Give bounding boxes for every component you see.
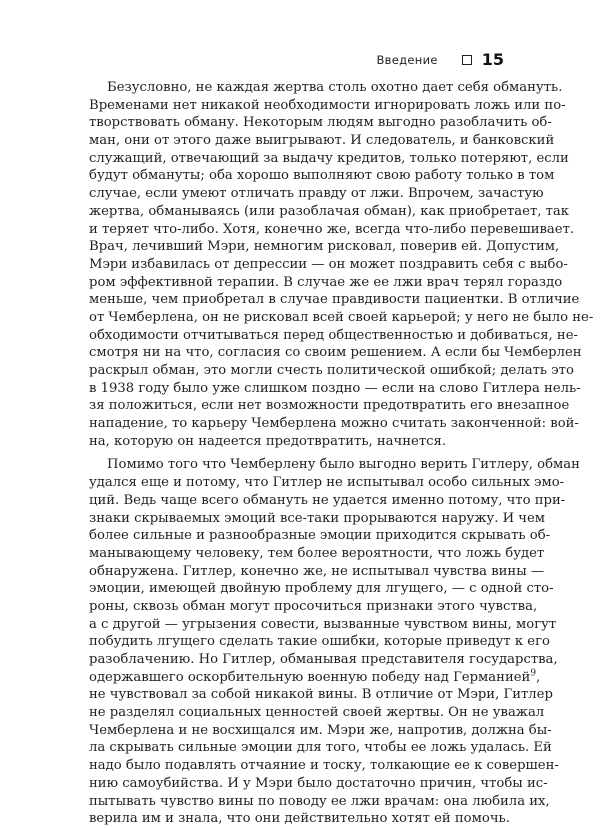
text-line: пытывать чувство вины по поводу ее лжи врачам: она любила их, bbox=[89, 793, 550, 809]
text-line: ман, они от этого даже выигрывают. И следователь, и банковский bbox=[89, 133, 555, 149]
text-line: от Чемберлена, он не рисковал всей своей карьерой; у него не было не- bbox=[89, 309, 594, 325]
text-line: а с другой — угрызения совести, вызванные чувством вины, могут bbox=[89, 616, 557, 632]
text-line: в 1938 году было уже слишком поздно — если на слово Гитлера нель- bbox=[89, 380, 581, 396]
text-line: смотря ни на что, согласия со своим решением. А если бы Чемберлен bbox=[89, 345, 582, 361]
text-line: ла скрывать сильные эмоции для того, чтобы ее ложь удалась. Ей bbox=[89, 740, 552, 756]
text-line: и теряет что-либо. Хотя, конечно же, всегда что-либо перевешивает. bbox=[89, 221, 575, 237]
text-line: Врач, лечивший Мэри, немногим рисковал, поверив ей. Допустим, bbox=[89, 239, 560, 255]
text-line: Безусловно, не каждая жертва столь охотно дает себя обмануть. bbox=[107, 80, 563, 95]
text-line: не разделял социальных ценностей своей жертвы. Он не уважал bbox=[89, 705, 545, 721]
text-line: зя положиться, если нет возможности предотвратить его внезапное bbox=[89, 398, 570, 414]
text-line: Помимо того что Чемберлену было выгодно верить Гитлеру, обман bbox=[107, 457, 580, 473]
text-line: ром эффективной терапии. В случае же ее лжи врач терял гораздо bbox=[89, 274, 563, 290]
text-line: меньше, чем приобретал в случае правдивости пациентки. В отличие bbox=[89, 292, 580, 308]
text-line: побудить лгущего сделать такие ошибки, которые приведут к его bbox=[89, 634, 550, 650]
page-number: 15 bbox=[481, 50, 504, 69]
text-line: на, которую он надеется предотвратить, начнется. bbox=[89, 433, 447, 449]
footnote-suffix: , bbox=[536, 669, 541, 685]
text-line: служащий, отвечающий за выдачу кредитов, только потеряют, если bbox=[89, 150, 569, 166]
text-line: жертва, обманываясь (или разоблачая обман), как приобретает, так bbox=[89, 203, 570, 219]
text-line: обнаружена. Гитлер, конечно же, не испытывал чувства вины — bbox=[89, 563, 545, 579]
footnote-marker[interactable]: 9 bbox=[530, 668, 537, 679]
text-line: эмоции, имеющей двойную проблему для лгущего, — с одной сто- bbox=[89, 581, 554, 597]
section-title: Введение bbox=[376, 52, 438, 67]
text-line: знаки скрываемых эмоций все-таки прорываются наружу. И чем bbox=[89, 510, 546, 526]
paragraph-1 bbox=[89, 79, 594, 450]
text-line: творствовать обману. Некоторым людям выгодно разоблачить об- bbox=[89, 115, 552, 131]
text-line: более сильные и разнообразные эмоции приходится скрывать об- bbox=[89, 528, 551, 544]
body-text bbox=[89, 79, 594, 828]
text-line: верила им и знала, что они действительно хотят ей помочь. bbox=[89, 811, 510, 827]
text-line: раскрыл обман, это могли счесть политической ошибкой; делать это bbox=[89, 363, 574, 378]
text-line: ций. Ведь чаще всего обмануть не удается именно потому, что при- bbox=[89, 492, 566, 508]
text-line-with-footnote bbox=[89, 668, 541, 687]
text-line: разоблачению. Но Гитлер, обманывая представителя государства, bbox=[89, 652, 558, 667]
text-line: Временами нет никакой необходимости игнорировать ложь или по- bbox=[89, 97, 566, 113]
text-line: случае, если умеют отличать правду от лжи. Впрочем, зачастую bbox=[89, 186, 544, 202]
text-line: удался еще и потому, что Гитлер не испытывал особо сильных эмо- bbox=[89, 475, 565, 491]
text-line: роны, сквозь обман могут просочиться признаки этого чувства, bbox=[89, 598, 538, 614]
text-line: Мэри избавилась от депрессии — он может поздравить себя с выбо- bbox=[89, 256, 568, 272]
text-line: нападение, то карьеру Чемберлена можно считать законченной: вой- bbox=[89, 416, 579, 432]
text-line: надо было подавлять отчаяние и тоску, толкающие ее к совершен- bbox=[89, 758, 559, 774]
text-segment: одержавшего оскорбительную военную победу над Германией bbox=[89, 669, 531, 685]
running-header bbox=[84, 50, 504, 69]
text-line: манывающему человеку, тем более вероятности, что ложь будет bbox=[89, 545, 545, 561]
text-line: обходимости отчитываться перед общественностью и добиваться, не- bbox=[89, 327, 578, 343]
text-line: будут обмануты; оба хорошо выполняют свою работу только в том bbox=[89, 168, 555, 184]
square-bullet-icon bbox=[462, 55, 472, 65]
text-line: нию самоубийства. И у Мэри было достаточно причин, чтобы ис- bbox=[89, 775, 548, 791]
paragraph-2 bbox=[89, 456, 580, 827]
text-line: не чувствовал за собой никакой вины. В отличие от Мэри, Гитлер bbox=[89, 687, 553, 703]
text-line: Чемберлена и не восхищался им. Мэри же, напротив, должна бы- bbox=[89, 722, 552, 738]
